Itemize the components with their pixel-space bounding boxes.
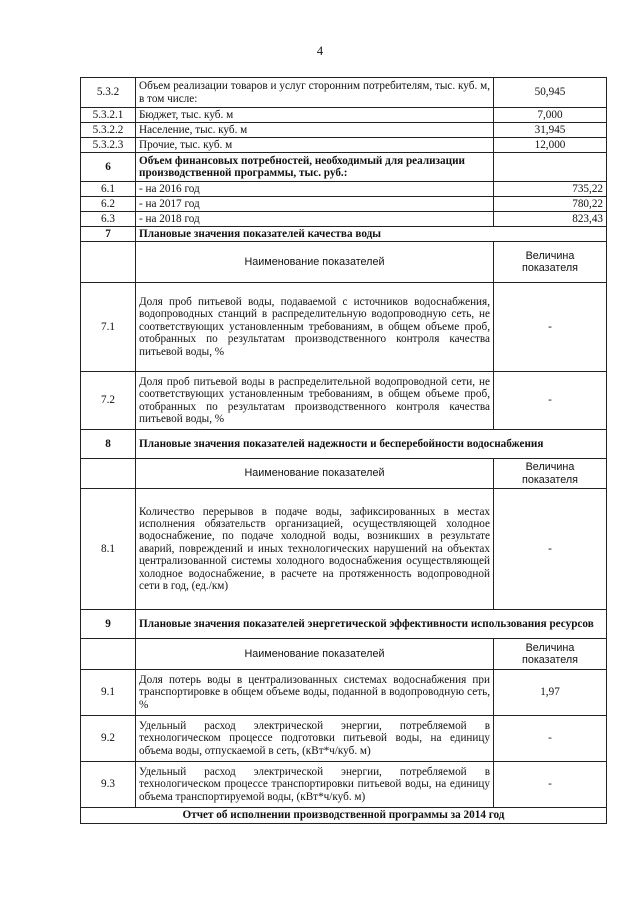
row-text: - на 2016 год (136, 182, 494, 197)
section-title: Плановые значения показателей качества воды (136, 227, 607, 242)
section-number: 6 (81, 153, 136, 182)
row-value: - (494, 283, 607, 372)
table-row-6-2 (81, 197, 607, 212)
row-value: 823,43 (494, 212, 607, 227)
row-number: 6.2 (81, 197, 136, 212)
section-title: Объем финансовых потребностей, необходимый для реализации производственной программы, тыс. руб.: (136, 153, 494, 182)
section-8-title-row (81, 430, 607, 459)
empty-cell (81, 459, 136, 489)
row-text: - на 2017 год (136, 197, 494, 212)
row-text: Доля проб питьевой воды, подаваемой с источников водоснабжения, водопроводных станций в распределительную водопроводную сеть, не соответствующих установленным требованиям, в общем объеме проб, отобранных по результатам производственного контроля качества питьевой воды, % (136, 283, 494, 372)
row-number: 6.3 (81, 212, 136, 227)
row-text: - на 2018 год (136, 212, 494, 227)
section-7-title-row (81, 227, 607, 242)
row-number: 5.3.2.3 (81, 138, 136, 153)
row-number: 8.1 (81, 489, 136, 610)
row-value: 735,22 (494, 182, 607, 197)
header-indicator-value: Величина показателя (494, 459, 607, 489)
table-row-8-1 (81, 489, 607, 610)
row-value: 31,945 (494, 123, 607, 138)
row-text: Объем реализации товаров и услуг сторонним потребителям, тыс. куб. м, в том числе: (136, 78, 494, 108)
row-text: Доля проб питьевой воды в распределительной водопроводной сети, не соответствующих установленным требованиям, в общем объеме проб, отобранных по результатам производственного контроля качества питьевой воды, % (136, 372, 494, 430)
table-row-6-1 (81, 182, 607, 197)
table-row-5-3-2-2 (81, 123, 607, 138)
section-title: Плановые значения показателей энергетической эффективности использования ресурсов (136, 610, 607, 639)
row-text: Население, тыс. куб. м (136, 123, 494, 138)
section-8-header-row (81, 459, 607, 489)
section-6-title-row (81, 153, 607, 182)
table-row-6-3 (81, 212, 607, 227)
section-9-header-row (81, 639, 607, 670)
row-value: 50,945 (494, 78, 607, 108)
report-title: Отчет об исполнении производственной программы за 2014 год (81, 808, 607, 824)
section-9-title-row (81, 610, 607, 639)
table-row-9-3 (81, 762, 607, 808)
section-number: 9 (81, 610, 136, 639)
section-title: Плановые значения показателей надежности и бесперебойности водоснабжения (136, 430, 607, 459)
row-value: - (494, 372, 607, 430)
table-row-7-1 (81, 283, 607, 372)
empty-cell (81, 639, 136, 670)
row-number: 7.2 (81, 372, 136, 430)
row-number: 5.3.2 (81, 78, 136, 108)
row-value: 1,97 (494, 670, 607, 716)
empty-cell (494, 153, 607, 182)
table-row-9-1 (81, 670, 607, 716)
table-row-5-3-2-1 (81, 108, 607, 123)
table-row-9-2 (81, 716, 607, 762)
header-indicator-name: Наименование показателей (136, 459, 494, 489)
header-indicator-value: Величина показателя (494, 242, 607, 283)
row-value: 7,000 (494, 108, 607, 123)
row-text: Бюджет, тыс. куб. м (136, 108, 494, 123)
section-number: 7 (81, 227, 136, 242)
row-number: 5.3.2.1 (81, 108, 136, 123)
report-title-row (81, 808, 607, 824)
row-value: - (494, 716, 607, 762)
production-program-table (80, 77, 607, 824)
empty-cell (81, 242, 136, 283)
header-indicator-value: Величина показателя (494, 639, 607, 670)
row-number: 9.3 (81, 762, 136, 808)
row-text: Прочие, тыс. куб. м (136, 138, 494, 153)
row-number: 9.1 (81, 670, 136, 716)
row-text: Удельный расход электрической энергии, потребляемой в технологическом процессе подготовки питьевой воды, на единицу объема воды, отпускаемой в сеть, (кВт*ч/куб. м) (136, 716, 494, 762)
row-value: - (494, 762, 607, 808)
header-indicator-name: Наименование показателей (136, 242, 494, 283)
table-row-5-3-2-3 (81, 138, 607, 153)
table-row-5-3-2 (81, 78, 607, 108)
row-number: 9.2 (81, 716, 136, 762)
row-value: - (494, 489, 607, 610)
page-number: 4 (316, 44, 324, 58)
row-text: Количество перерывов в подаче воды, зафиксированных в местах исполнения обязательств организацией, осуществляющей холодное водоснабжение, по подаче холодной воды, возникших в результате аварий, повреждений и иных технологических нарушений на объектах централизованной системы холодного водоснабжения осуществляющей холодное водоснабжение, в расчете на протяженность водопроводной сети в год, (ед./км) (136, 489, 494, 610)
row-value: 12,000 (494, 138, 607, 153)
row-number: 5.3.2.2 (81, 123, 136, 138)
header-indicator-name: Наименование показателей (136, 639, 494, 670)
section-7-header-row (81, 242, 607, 283)
row-number: 7.1 (81, 283, 136, 372)
row-text: Удельный расход электрической энергии, потребляемой в технологическом процессе транспортировки питьевой воды, на единицу объема транспортируемой воды, (кВт*ч/куб. м) (136, 762, 494, 808)
section-number: 8 (81, 430, 136, 459)
row-value: 780,22 (494, 197, 607, 212)
row-text: Доля потерь воды в централизованных системах водоснабжения при транспортировке в общем объеме воды, поданной в водопроводную сеть, % (136, 670, 494, 716)
row-number: 6.1 (81, 182, 136, 197)
table-row-7-2 (81, 372, 607, 430)
